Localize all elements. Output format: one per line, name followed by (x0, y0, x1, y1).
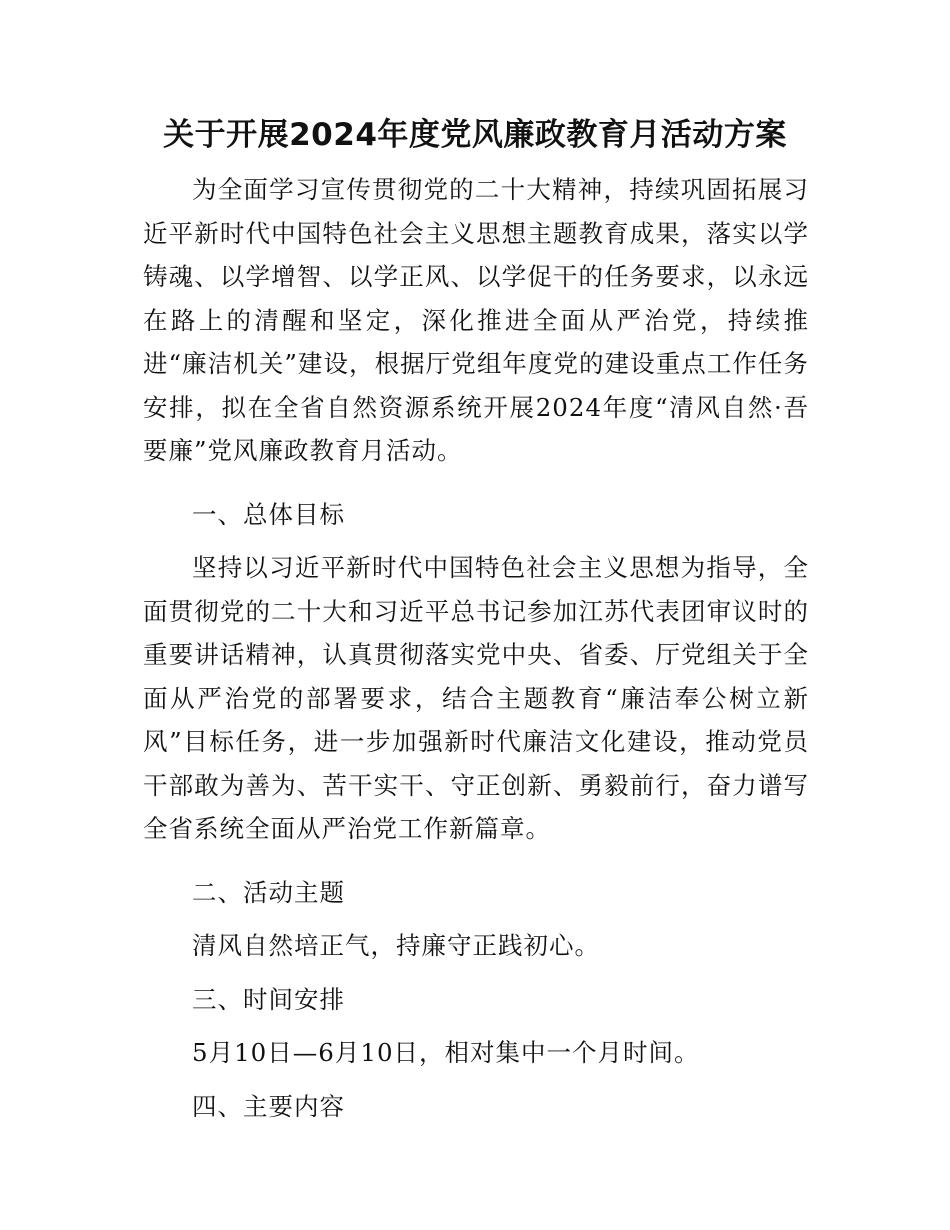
section-text-goal: 坚持以习近平新时代中国特色社会主义思想为指导，全面贯彻党的二十大和习近平总书记参加江苏代表团审议时的重要讲话精神，认真贯彻落实党中央、省委、厅党组关于全面从严治党的部署要求，结合主题教育“廉洁奉公树立新风”目标任务，进一步加强新时代廉洁文化建设，推动党员干部敢为善为、苦干实干、守正创新、勇毅前行，奋力谱写全省系统全面从严治党工作新篇章。 (143, 553, 809, 843)
section-heading-theme: 二、活动主题 (192, 877, 345, 907)
document-title: 关于开展2024年度党风廉政教育月活动方案 (163, 117, 787, 153)
section-heading-goal: 一、总体目标 (192, 499, 345, 529)
section-text-theme: 清风自然培正气，持廉守正践初心。 (192, 931, 600, 960)
intro-paragraph: 为全面学习宣传贯彻党的二十大精神，持续巩固拓展习近平新时代中国特色社会主义思想主题教育成果，落实以学铸魂、以学增智、以学正风、以学促干的任务要求，以永远在路上的清醒和坚定，深化推进全面从严治党，持续推进“廉洁机关”建设，根据厅党组年度党的建设重点工作任务安排，拟在全省自然资源系统开展2024年度“清风自然·吾要廉”党风廉政教育月活动。 (143, 175, 809, 465)
section-heading-schedule: 三、时间安排 (192, 984, 345, 1014)
document-body (143, 168, 809, 1138)
section-text-schedule: 5月10日—6月10日，相对集中一个月时间。 (192, 1038, 700, 1067)
section-heading-content: 四、主要内容 (192, 1091, 345, 1121)
